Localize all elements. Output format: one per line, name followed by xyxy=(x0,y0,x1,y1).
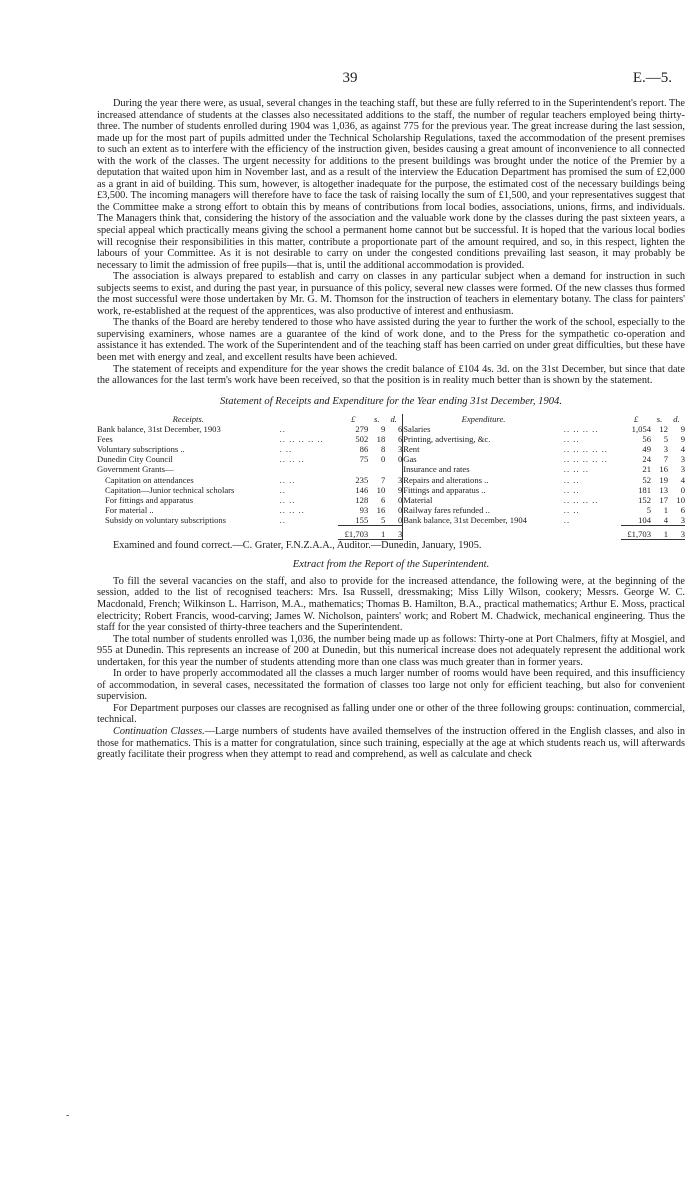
extract-title: Extract from the Report of the Superintendent. xyxy=(292,559,490,571)
leader-dots: .. .. .. xyxy=(279,454,305,465)
expenditure-pounds: 24 xyxy=(642,454,651,465)
expenditure-pounds: 104 xyxy=(638,514,651,525)
leader-dots: .. .. .. .. xyxy=(563,494,599,505)
expenditure-total-shillings: 1 xyxy=(651,525,668,539)
expenditure-shillings: 7 xyxy=(663,454,668,465)
receipt-pounds: 146 xyxy=(355,484,369,495)
expenditure-row xyxy=(403,434,685,444)
receipt-shillings: 18 xyxy=(376,434,386,445)
expenditure-label: Fittings and apparatus .. xyxy=(403,484,486,495)
leader-dots: .. .. xyxy=(279,494,296,505)
receipt-shillings: 7 xyxy=(380,474,386,485)
leader-dots: .. .. .. .. xyxy=(563,424,599,435)
receipt-pounds: 502 xyxy=(355,434,369,445)
receipts-total-pence: 3 xyxy=(385,525,402,539)
leader-dots: .. .. xyxy=(563,484,580,495)
auditor-note: Examined and found correct.—C. Grater, F.N.Z.A.A., Auditor.—Dunedin, January, 1905. xyxy=(113,539,482,551)
expenditure-pounds: 152 xyxy=(638,494,651,505)
expenditure-row xyxy=(403,475,685,485)
receipt-shillings xyxy=(368,464,385,474)
receipts-total-shillings: 1 xyxy=(368,525,385,539)
receipt-pounds: 235 xyxy=(355,474,369,485)
receipt-pounds: 93 xyxy=(359,504,369,515)
receipt-shillings: 10 xyxy=(376,484,386,495)
expenditure-shillings: 12 xyxy=(659,424,668,435)
expenditure-shillings: 19 xyxy=(659,474,668,485)
margin-mark: - xyxy=(66,1110,70,1121)
receipts-rows xyxy=(97,424,402,525)
expenditure-pounds: 181 xyxy=(638,484,651,495)
receipt-label: Capitation—Junior technical scholars xyxy=(105,484,235,495)
paragraph: During the year there were, as usual, several changes in the teaching staff, but these are fully referred to in the Superintendent's report. The increased attendance of students at the classes also necessitated additions to the staff, the number of regular teachers employed being thirty-three. The number of students enrolled during 1904 was 1,036, as against 775 for the previous year. The great increase during the last session, made up for the most part of pupils admitted under the Technical Scholarship Regulations, taxed the accommodation of the present premises to such an extent as to interfere with the efficiency of the instruction given, besides causing a great amount of inconvenience to all connected with the work of the classes. The urgent necessity for additions to the present buildings was brought under the notice of the Premier by a deputation that waited upon him in November last, and as a result of the interview the Education Department has promised the sum of £2,000 as a grant in aid of building. This sum, however, is altogether inadequate for the purpose, the estimated cost of the necessary buildings being £3,500. The incoming managers will therefore have to face the task of raising locally the sum of £1,500, and your representatives suggest that the Committee make a strong effort to obtain this by means of contributions from local bodies, associations, unions, firms, and individuals. The Managers think that, considering the history of the association and the valuable work done by the classes during the past sixteen years, a special appeal which practically means giving the school a permanent home cannot but be successful. It is hoped that the various local bodies will recognise their responsibilities in this matter, contribute a proportionate part of the amount required, and so, in this respect, lighten the labours of your Committee. As it is not desirable to carry on under the congested conditions prevailing last season, it may probably be necessary to limit the admission of free pupils—that is, until the additional accommodation is provided. xyxy=(97,98,685,271)
leader-dots: .. .. .. xyxy=(279,504,305,515)
receipt-pence: 0 xyxy=(397,454,403,465)
paragraph: In order to have properly accommodated all the classes a much larger number of rooms would have been required, and this insufficiency of accommodation, in several cases, necessitated the formation of classes too large not only for efficient teaching, but also for convenient supervision. xyxy=(97,668,685,703)
paragraph: The statement of receipts and expenditure for the year shows the credit balance of £104 4s. 3d. on the 31st December, but since that date the allowances for the last term's work have been received, so that the position is in reality much better than is shown by the statement. xyxy=(97,363,685,387)
continuation-label: Continuation Classes. xyxy=(113,725,205,737)
leader-dots: .. .. xyxy=(279,474,296,485)
receipt-label: Fees xyxy=(97,434,113,445)
expenditure-pence: 10 xyxy=(676,494,685,505)
receipt-row xyxy=(97,485,402,495)
expenditure-pounds: 1,054 xyxy=(631,424,651,435)
expenditure-row xyxy=(403,495,685,505)
leader-dots: .. .. .. xyxy=(563,464,589,475)
receipt-shillings: 6 xyxy=(380,494,386,505)
receipt-label: Capitation on attendances xyxy=(105,474,194,485)
receipt-label: For material .. xyxy=(105,504,154,515)
expenditure-label: Gas xyxy=(403,454,417,465)
expenditure-shillings: 3 xyxy=(663,444,668,455)
expenditure-label: Material xyxy=(403,494,433,505)
receipts-column xyxy=(97,414,403,540)
receipts-total-pounds: £1,703 xyxy=(338,525,368,539)
expenditure-pounds: 52 xyxy=(642,474,651,485)
receipt-pounds: 155 xyxy=(355,514,369,525)
expenditure-row xyxy=(403,485,685,495)
expenditure-pence: 4 xyxy=(680,474,685,485)
receipt-row xyxy=(97,454,402,464)
receipt-label: Government Grants— xyxy=(97,464,174,475)
expenditure-label: Insurance and rates xyxy=(403,464,470,475)
expenditure-pence: 0 xyxy=(680,484,685,495)
receipts-heading: Receipts. xyxy=(172,414,204,425)
receipts-header-row xyxy=(97,414,402,424)
receipt-pence: 9 xyxy=(397,484,403,495)
receipt-row xyxy=(97,464,402,474)
receipt-pence: 6 xyxy=(397,434,403,445)
expenditure-row xyxy=(403,444,685,454)
expenditure-pence: 4 xyxy=(680,444,685,455)
page-number: 39 xyxy=(342,70,358,86)
leader-dots: . .. xyxy=(279,444,293,455)
expenditure-shillings: 5 xyxy=(663,434,668,445)
expenditure-total-pounds: £1,703 xyxy=(621,525,651,539)
continuation-text: —Large numbers of students have availed themselves of the instruction offered in the English classes, and also in those for mathematics. This is a matter for congratulation, since such training, especially at the age at which students reach us, will afterwards greatly facilitate their progress when they attempt to read and comprehend, as well as calculate and check xyxy=(97,725,686,761)
expenditure-total-row xyxy=(403,525,685,539)
expenditure-shillings: 4 xyxy=(663,514,668,525)
statement-title: Statement of Receipts and Expenditure for the Year ending 31st December, 1904. xyxy=(220,395,562,407)
receipt-shillings: 5 xyxy=(380,514,386,525)
receipt-shillings: 9 xyxy=(380,424,386,435)
receipt-pounds xyxy=(338,464,368,474)
expenditure-row xyxy=(403,424,685,434)
receipt-label: Dunedin City Council xyxy=(97,454,173,465)
expenditure-label: Printing, advertising, &c. xyxy=(403,434,491,445)
pence-heading: d. xyxy=(673,414,680,425)
expenditure-shillings: 1 xyxy=(663,504,668,515)
leader-dots: .. xyxy=(279,424,286,435)
receipts-table xyxy=(97,414,402,540)
leader-dots xyxy=(280,464,339,474)
expenditure-pence: 6 xyxy=(680,504,685,515)
pence-heading: d. xyxy=(390,414,397,425)
page-header xyxy=(0,70,700,90)
receipt-row xyxy=(97,475,402,485)
shillings-heading: s. xyxy=(373,414,380,425)
receipt-label: Subsidy on voluntary subscriptions xyxy=(105,514,227,525)
receipt-pounds: 86 xyxy=(359,444,369,455)
pounds-heading: £ xyxy=(633,414,639,425)
expenditure-pence: 3 xyxy=(680,514,685,525)
receipts-total-row xyxy=(97,525,402,539)
shillings-heading: s. xyxy=(656,414,663,425)
paragraph: For Department purposes our classes are recognised as falling under one or other of the three following groups: continuation, commercial, technical. xyxy=(97,702,685,726)
expenditure-pence: 9 xyxy=(680,434,685,445)
leader-dots: .. xyxy=(279,514,286,525)
expenditure-heading: Expenditure. xyxy=(461,414,506,425)
leader-dots: .. xyxy=(563,514,571,525)
leader-dots: .. xyxy=(279,484,286,495)
paragraph: To fill the several vacancies on the staff, and also to provide for the increased attendance, the following were, at the beginning of the session, added to the list of recognised teachers: Mrs. Isa Russell, dressmaking; Miss Lilly Wilson, cookery; Messrs. George W. C. Macdonald, French; Wilkinson L. Harrison, M.A., mathematics; Thomas B. Hamilton, B.A., practical mathematics; Arthur E. Moss, practical electricity; Robert Francis, wood-carving; James W. Nicholson, painters' work; and Robert M. Chadwick, mechanical engineering. Thus the staff for the year consisted of thirty-three teachers and the Superintendent. xyxy=(97,575,685,634)
receipt-pence: 6 xyxy=(397,424,403,435)
expenditure-pounds: 5 xyxy=(646,504,651,515)
receipt-shillings: 16 xyxy=(376,504,386,515)
leader-dots: .. .. xyxy=(563,474,580,485)
receipt-pence: 3 xyxy=(397,474,403,485)
expenditure-column xyxy=(403,414,685,540)
expenditure-table xyxy=(403,414,685,540)
receipt-pounds: 75 xyxy=(359,454,369,465)
receipt-row xyxy=(97,515,402,526)
expenditure-rows xyxy=(403,424,685,525)
receipt-row xyxy=(97,434,402,444)
receipt-pounds: 128 xyxy=(355,494,369,505)
leader-dots: .. .. .. .. .. xyxy=(279,434,324,445)
expenditure-label: Railway fares refunded .. xyxy=(403,504,490,515)
expenditure-shillings: 17 xyxy=(659,494,668,505)
receipt-row xyxy=(97,424,402,434)
paragraph xyxy=(97,726,685,761)
statement-ledger xyxy=(97,414,685,540)
receipt-label: Bank balance, 31st December, 1903 xyxy=(97,424,221,435)
expenditure-row xyxy=(403,454,685,464)
expenditure-shillings: 16 xyxy=(659,464,668,475)
expenditure-pence: 9 xyxy=(680,424,685,435)
receipt-pence: 0 xyxy=(397,504,403,515)
expenditure-label: Repairs and alterations .. xyxy=(403,474,489,485)
receipt-row xyxy=(97,505,402,515)
receipt-label: Voluntary subscriptions .. xyxy=(97,444,185,455)
expenditure-shillings: 13 xyxy=(659,484,668,495)
receipt-row xyxy=(97,444,402,454)
paragraph: The thanks of the Board are hereby tendered to those who have assisted during the year to further the work of the school, especially to the supervising examiners, whose names are a guarantee of the kind of work done, and to the Press for the sympathetic co-operation and assistance it has extended. The work of the Superintendent and of the teaching staff has been carried on under great difficulties, but these have been met with energy and zeal, and excellent results have been achieved. xyxy=(97,317,685,364)
leader-dots: .. .. xyxy=(563,504,580,515)
paragraph: The total number of students enrolled was 1,036, the number being made up as follows: Thirty-one at Port Chalmers, fifty at Mosgiel, and 955 at Dunedin. This represents an increase of 200 at Dunedin, but this numerical increase does not adequately represent the additional work undertaken, for this year the number of students attending more than one class was much greater than in former years. xyxy=(97,633,685,668)
receipt-pence: 0 xyxy=(397,514,403,525)
receipt-pence: 3 xyxy=(397,444,403,455)
receipt-pence xyxy=(385,464,402,474)
expenditure-label: Rent xyxy=(403,444,420,455)
receipt-shillings: 8 xyxy=(380,444,386,455)
expenditure-pence: 3 xyxy=(680,464,685,475)
expenditure-pounds: 21 xyxy=(642,464,651,475)
document-reference: E.—5. xyxy=(632,70,672,86)
expenditure-pounds: 56 xyxy=(642,434,651,445)
pounds-heading: £ xyxy=(351,414,356,425)
expenditure-header-row xyxy=(403,414,685,424)
receipt-shillings: 0 xyxy=(380,454,386,465)
expenditure-row xyxy=(403,505,685,515)
leader-dots: .. .. xyxy=(563,434,580,445)
expenditure-pounds: 49 xyxy=(642,444,651,455)
expenditure-pence: 3 xyxy=(680,454,685,465)
receipt-pence: 0 xyxy=(397,494,403,505)
leader-dots: .. .. .. .. .. xyxy=(563,444,608,455)
expenditure-row xyxy=(403,515,685,526)
document-body xyxy=(97,98,685,761)
receipt-row xyxy=(97,495,402,505)
expenditure-total-pence: 3 xyxy=(668,525,685,539)
leader-dots: .. .. .. .. .. xyxy=(563,454,608,465)
receipt-label: For fittings and apparatus xyxy=(105,494,194,505)
expenditure-label: Bank balance, 31st December, 1904 xyxy=(403,514,527,525)
expenditure-row xyxy=(403,464,685,474)
receipt-pounds: 279 xyxy=(355,424,369,435)
expenditure-label: Salaries xyxy=(403,424,431,435)
paragraph: The association is always prepared to establish and carry on classes in any particular subject when a demand for instruction in such subjects seems to exist, and during the past year, in pursuance of this policy, several new classes were formed. Of the new classes thus formed the most successful were those undertaken by Mr. G. M. Thomson for the instruction of teachers in elementary botany. The class for painters' work, re-established at the request of the apprentices, was also productive of interest and enthusiasm. xyxy=(97,271,685,317)
